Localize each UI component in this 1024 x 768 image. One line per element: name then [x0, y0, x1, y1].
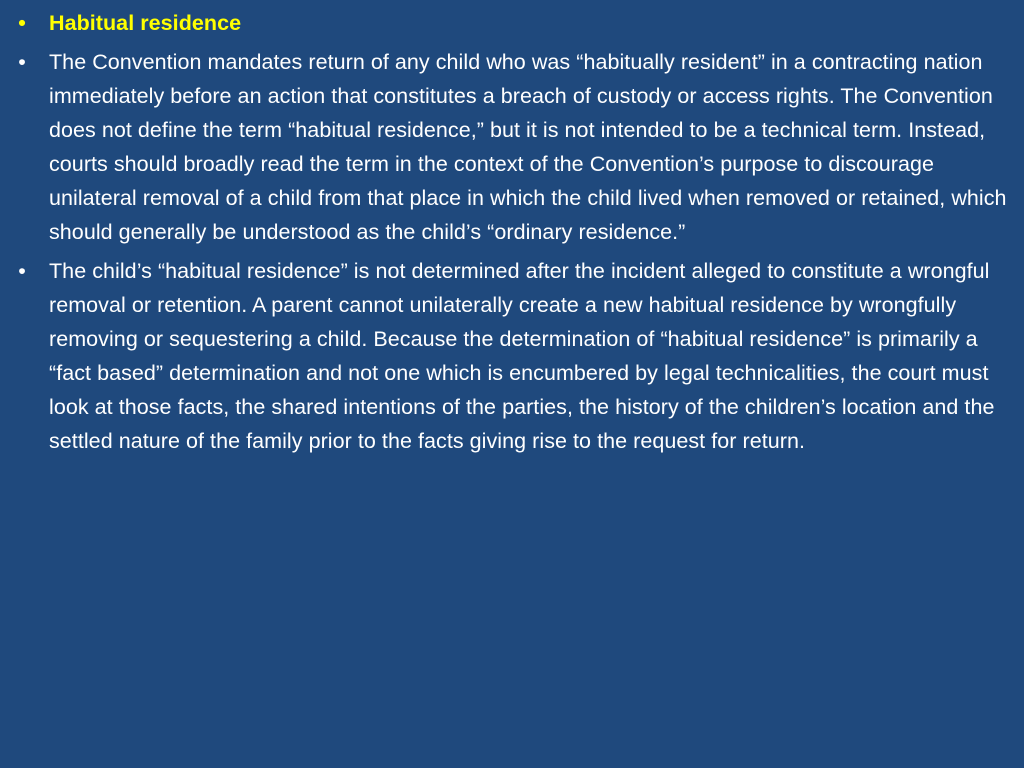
- paragraph-text: The child’s “habitual residence” is not determined after the incident alleged to constitute a wrongful removal or retention. A parent cannot unilaterally create a new habitual residence by wrongfully removing or sequestering a child. Because the determination of “habitual residence” is primarily a “fact based” determination and not one which is encumbered by legal technicalities, the court must look at those facts, the shared intentions of the parties, the history of the children’s location and the settled nature of the family prior to the facts giving rise to the request for return.: [49, 259, 995, 453]
- paragraph-bullet: [16, 254, 1016, 458]
- slide-heading: Habitual residence: [49, 11, 242, 35]
- bullet-icon: •: [18, 259, 26, 283]
- bullet-icon: •: [18, 11, 26, 35]
- paragraph-bullet: [16, 45, 1016, 249]
- bullet-icon: •: [18, 50, 26, 74]
- bullet-list: [16, 6, 1016, 458]
- paragraph-text: The Convention mandates return of any child who was “habitually resident” in a contracting nation immediately before an action that constitutes a breach of custody or access rights. The Convention does not define the term “habitual residence,” but it is not intended to be a technical term. Instead, courts should broadly read the term in the context of the Convention’s purpose to discourage unilateral removal of a child from that place in which the child lived when removed or retained, which should generally be understood as the child’s “ordinary residence.”: [49, 50, 1007, 244]
- heading-bullet: [16, 6, 1016, 40]
